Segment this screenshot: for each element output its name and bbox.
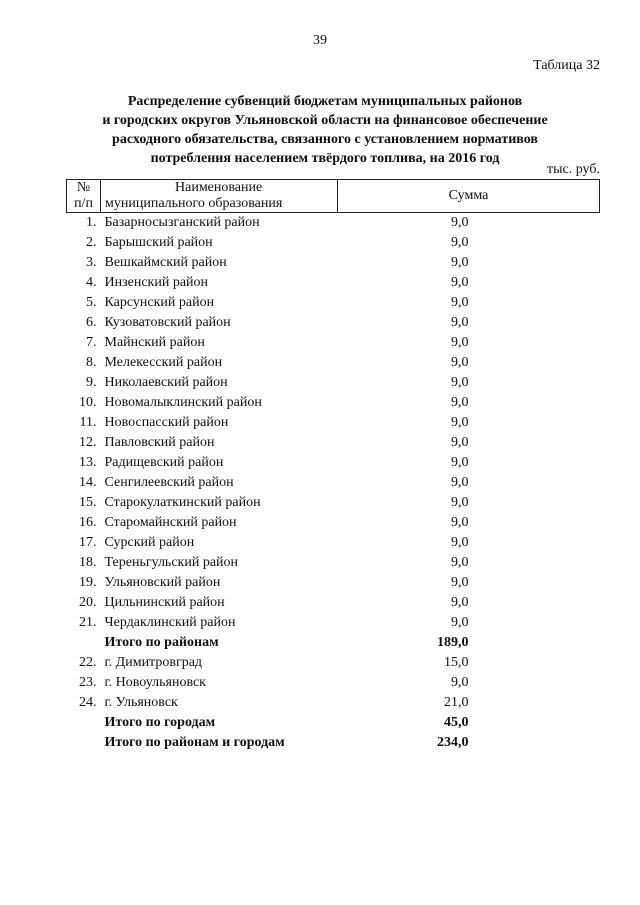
table-row (67, 573, 600, 593)
row-amount-cell (338, 213, 600, 234)
title-line: расходного обязательства, связанного с установлением нормативов (112, 132, 538, 147)
row-amount: 9,0 (451, 515, 469, 530)
row-amount-cell (338, 433, 600, 453)
row-number: 9. (86, 375, 97, 390)
header-name-line2: муниципального образования (105, 196, 283, 211)
row-amount: 9,0 (451, 415, 469, 430)
row-number: 7. (86, 335, 97, 350)
row-amount: 9,0 (451, 575, 469, 590)
row-amount: 234,0 (437, 735, 469, 750)
table-row (67, 273, 600, 293)
row-amount-cell (338, 273, 600, 293)
row-name: Старокулаткинский район (104, 495, 261, 510)
table-row (67, 433, 600, 453)
table-row (67, 593, 600, 613)
title-line: потребления населением твёрдого топлива, на 2016 год (150, 151, 500, 166)
row-amount-cell (338, 373, 600, 393)
total-row (67, 633, 600, 653)
row-amount-cell (338, 473, 600, 493)
table-row (67, 553, 600, 573)
table-header-row (67, 180, 600, 213)
table-row (67, 413, 600, 433)
row-name: г. Ульяновск (104, 695, 178, 710)
row-amount: 9,0 (451, 235, 469, 250)
table-row (67, 613, 600, 633)
row-number: 3. (86, 255, 97, 270)
row-name: Ульяновский район (104, 575, 221, 590)
row-amount: 9,0 (451, 375, 469, 390)
row-name: Сенгилеевский район (104, 475, 234, 490)
table-row (67, 653, 600, 673)
row-amount-cell (338, 733, 600, 753)
row-amount: 9,0 (451, 555, 469, 570)
table-row (67, 533, 600, 553)
row-number: 8. (86, 355, 97, 370)
title-line: и городских округов Ульяновской области на финансовое обеспечение (102, 113, 548, 128)
row-amount-cell (338, 513, 600, 533)
row-name: Вешкаймский район (104, 255, 227, 270)
table-body (67, 213, 600, 754)
row-name: Инзенский район (104, 275, 209, 290)
row-name: Чердаклинский район (104, 615, 236, 630)
table-row (67, 453, 600, 473)
table-row (67, 393, 600, 413)
row-number: 10. (79, 395, 97, 410)
row-amount-cell (338, 333, 600, 353)
table-label: Таблица 32 (533, 58, 600, 73)
table-row (67, 293, 600, 313)
row-name: Новомалыклинский район (104, 395, 262, 410)
row-number: 5. (86, 295, 97, 310)
row-name: Старомайнский район (104, 515, 237, 530)
table-row (67, 493, 600, 513)
row-number (67, 633, 101, 653)
row-amount: 189,0 (437, 635, 469, 650)
row-amount-cell (338, 633, 600, 653)
row-number: 2. (86, 235, 97, 250)
row-name: Итого по районам и городам (104, 735, 285, 750)
table-row (67, 313, 600, 333)
row-amount: 9,0 (451, 395, 469, 410)
row-name: Итого по городам (104, 715, 216, 730)
table-row (67, 333, 600, 353)
row-amount-cell (338, 533, 600, 553)
row-amount: 9,0 (451, 255, 469, 270)
table-title (60, 92, 590, 168)
row-name: Сурский район (104, 535, 195, 550)
row-number: 6. (86, 315, 97, 330)
row-amount-cell (338, 413, 600, 433)
row-number: 11. (79, 415, 97, 430)
row-amount: 9,0 (451, 315, 469, 330)
row-amount: 9,0 (451, 275, 469, 290)
row-amount: 9,0 (451, 215, 469, 230)
header-name-line1: Наименование (175, 180, 263, 195)
row-amount-cell (338, 653, 600, 673)
row-name: Итого по районам (104, 635, 219, 650)
row-amount-cell (338, 673, 600, 693)
row-amount: 9,0 (451, 355, 469, 370)
row-name: Новоспасский район (104, 415, 229, 430)
row-amount: 9,0 (451, 435, 469, 450)
row-number: 19. (79, 575, 97, 590)
total-row (67, 733, 600, 753)
row-name: Павловский район (104, 435, 215, 450)
row-amount: 45,0 (444, 715, 469, 730)
row-name: Цильнинский район (104, 595, 225, 610)
row-number: 21. (79, 615, 97, 630)
row-amount: 9,0 (451, 475, 469, 490)
row-amount: 9,0 (451, 335, 469, 350)
row-amount: 9,0 (451, 675, 469, 690)
subvention-table (66, 179, 600, 753)
row-amount: 9,0 (451, 295, 469, 310)
row-amount-cell (338, 693, 600, 713)
table-row (67, 693, 600, 713)
row-number: 17. (79, 535, 97, 550)
row-amount-cell (338, 613, 600, 633)
row-name: г. Новоульяновск (104, 675, 206, 690)
row-amount-cell (338, 593, 600, 613)
row-name: Базарносызганский район (104, 215, 260, 230)
row-number: 20. (79, 595, 97, 610)
row-amount-cell (338, 293, 600, 313)
row-name: Карсунский район (104, 295, 215, 310)
row-amount-cell (338, 573, 600, 593)
row-amount: 9,0 (451, 495, 469, 510)
row-number: 23. (79, 675, 97, 690)
row-name: Майнский район (104, 335, 205, 350)
row-number: 14. (79, 475, 97, 490)
header-sum: Сумма (338, 180, 600, 213)
row-number: 1. (86, 215, 97, 230)
header-name (101, 180, 338, 213)
row-number: 18. (79, 555, 97, 570)
row-amount-cell (338, 393, 600, 413)
row-name: Барышский район (104, 235, 213, 250)
row-number: 22. (79, 655, 97, 670)
row-amount: 9,0 (451, 455, 469, 470)
row-amount-cell (338, 233, 600, 253)
row-name: Кузоватовский район (104, 315, 231, 330)
row-amount-cell (338, 713, 600, 733)
row-number (67, 713, 101, 733)
total-row (67, 713, 600, 733)
row-amount-cell (338, 353, 600, 373)
row-amount-cell (338, 553, 600, 573)
row-amount: 9,0 (451, 615, 469, 630)
row-number: 16. (79, 515, 97, 530)
row-name: Радищевский район (104, 455, 224, 470)
table-row (67, 473, 600, 493)
table-row (67, 373, 600, 393)
row-number: 15. (79, 495, 97, 510)
row-name: Тереньгульский район (104, 555, 239, 570)
row-number: 24. (79, 695, 97, 710)
header-number-line2: п/п (74, 196, 93, 211)
row-name: Мелекесский район (104, 355, 223, 370)
page-number: 39 (313, 33, 327, 48)
row-amount-cell (338, 493, 600, 513)
row-number: 12. (79, 435, 97, 450)
row-number: 13. (79, 455, 97, 470)
row-amount: 15,0 (444, 655, 469, 670)
row-amount: 9,0 (451, 535, 469, 550)
row-number (67, 733, 101, 753)
table-row (67, 213, 600, 234)
header-number-line1: № (76, 180, 91, 195)
units-label: тыс. руб. (547, 162, 600, 177)
table-row (67, 253, 600, 273)
table-row (67, 353, 600, 373)
row-name: Николаевский район (104, 375, 228, 390)
table-row (67, 513, 600, 533)
row-amount-cell (338, 253, 600, 273)
row-number: 4. (86, 275, 97, 290)
header-number (67, 180, 101, 213)
table-row (67, 233, 600, 253)
row-amount: 9,0 (451, 595, 469, 610)
row-amount-cell (338, 453, 600, 473)
row-amount-cell (338, 313, 600, 333)
title-line: Распределение субвенций бюджетам муниципальных районов (127, 94, 523, 109)
row-amount: 21,0 (444, 695, 469, 710)
table-row (67, 673, 600, 693)
row-name: г. Димитровград (104, 655, 203, 670)
